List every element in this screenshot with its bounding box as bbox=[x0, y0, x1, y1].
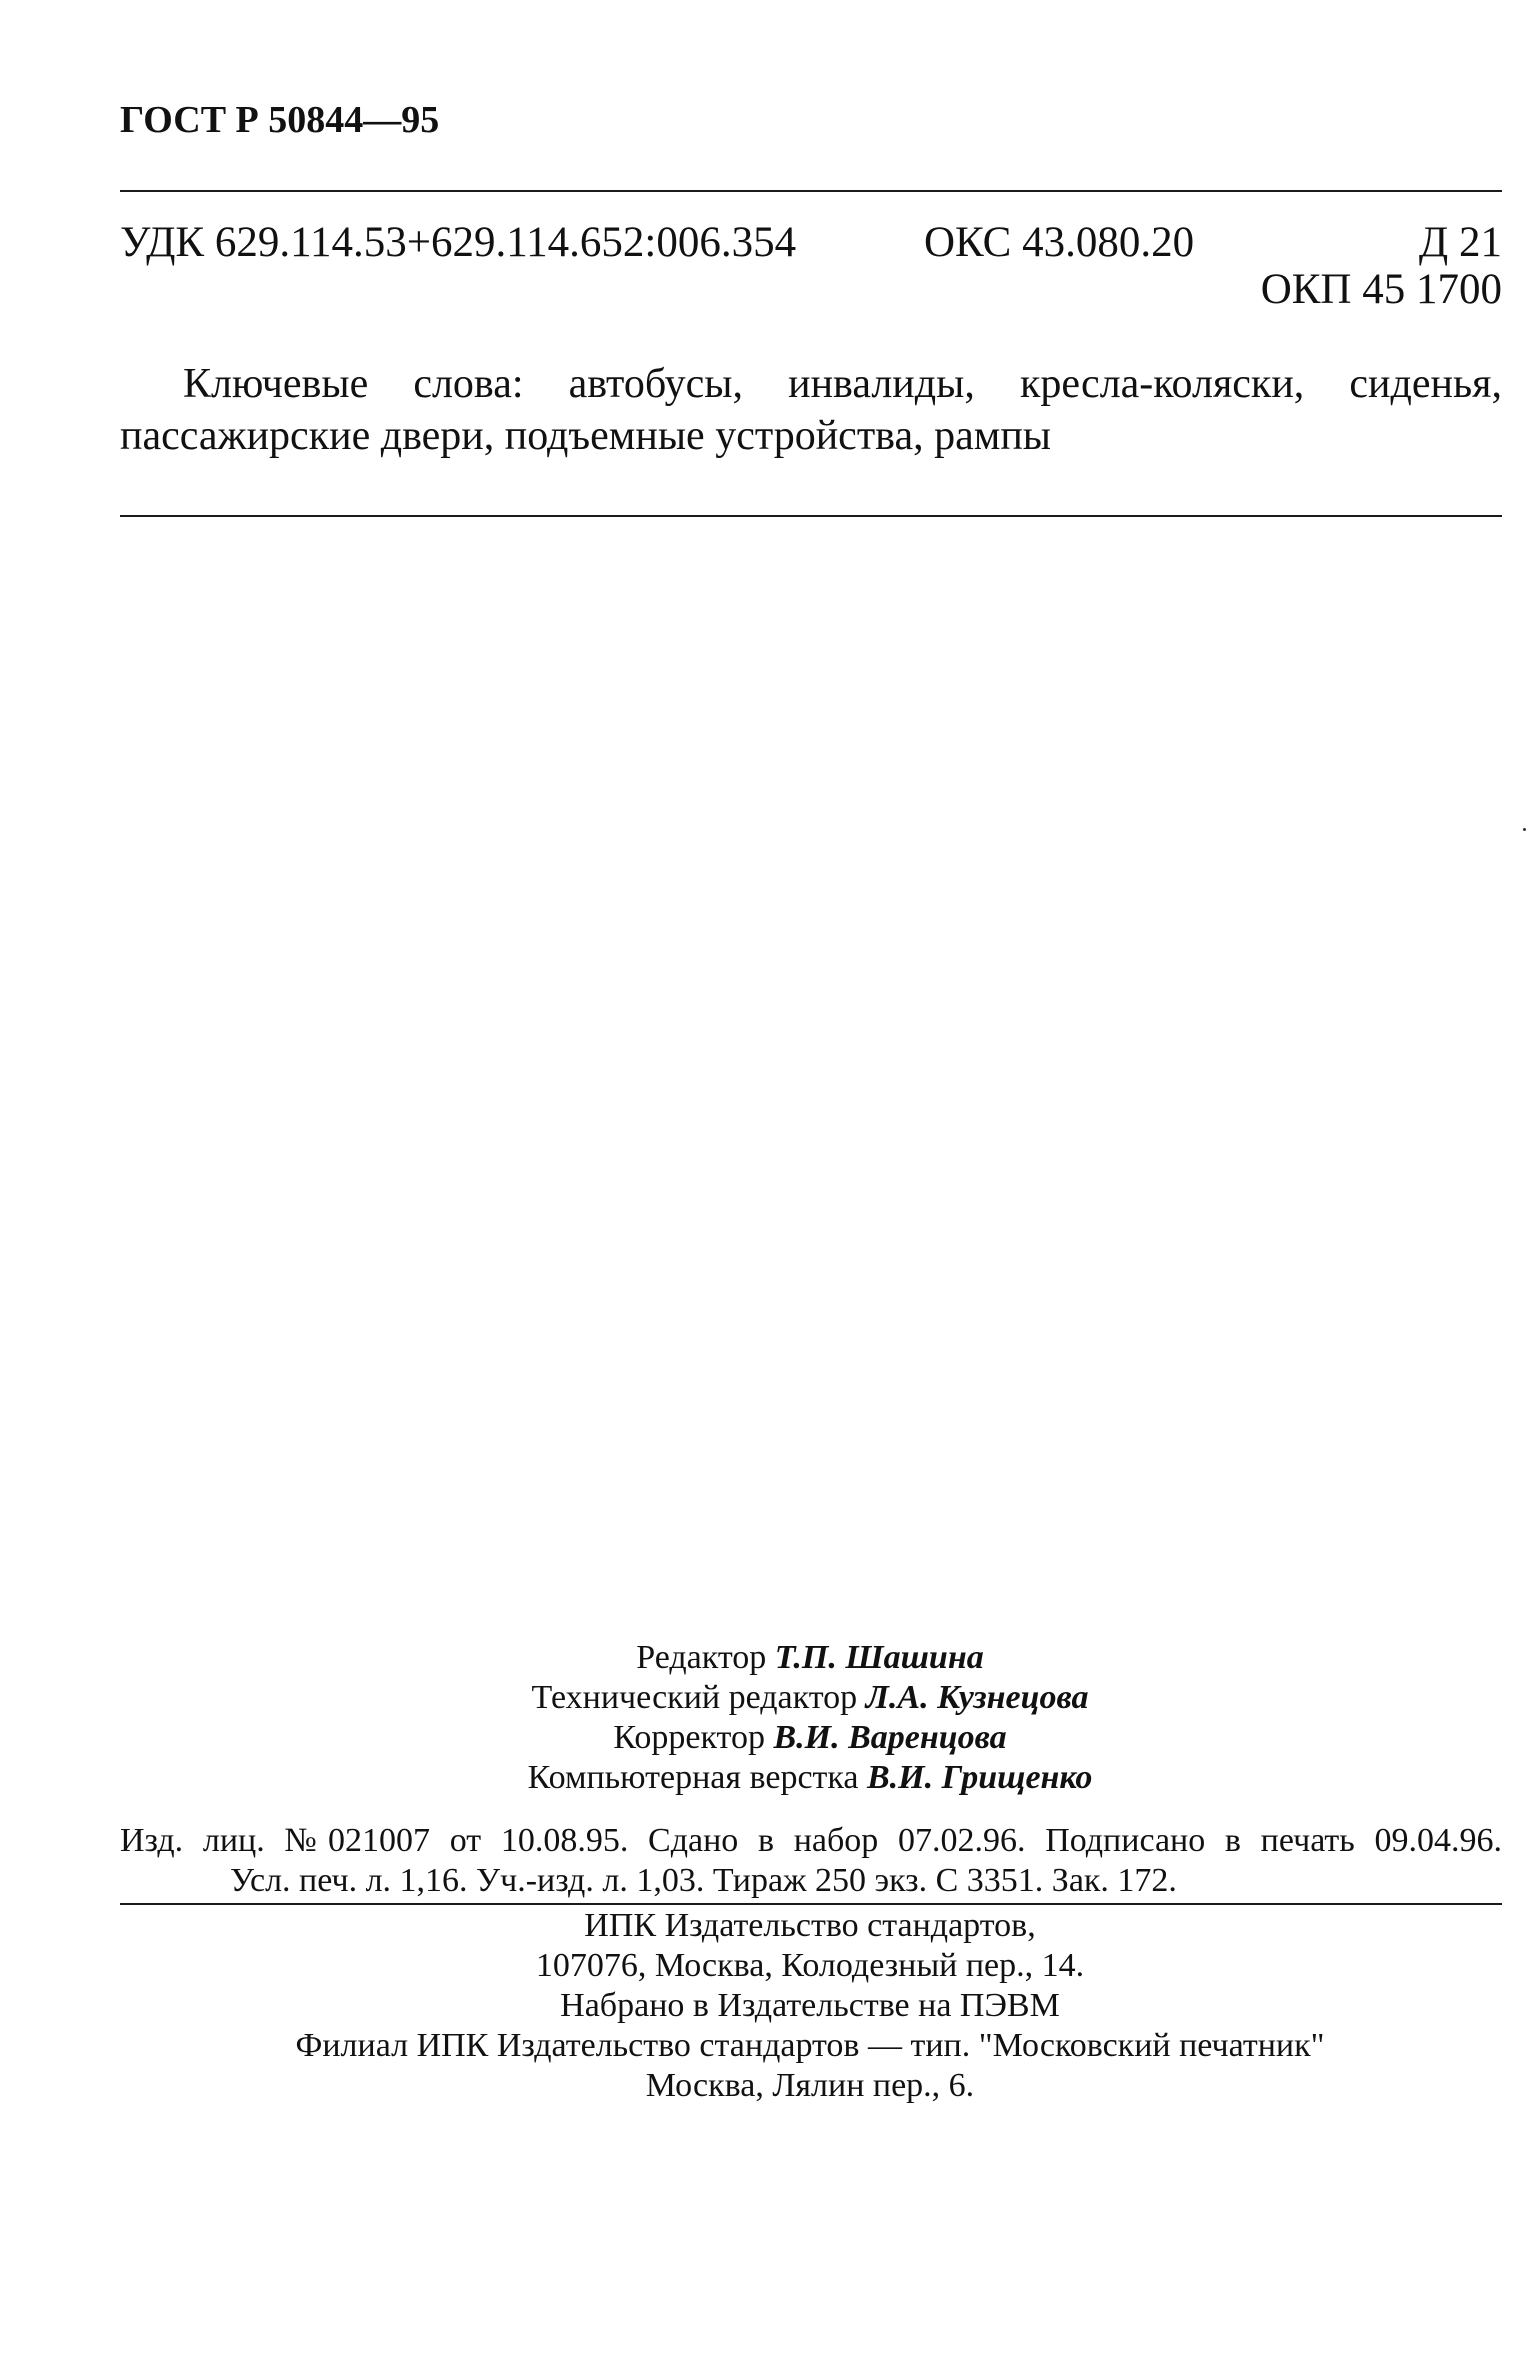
credit-editor-name: Т.П. Шашина bbox=[774, 1639, 984, 1676]
credit-layout-name: В.И. Грищенко bbox=[867, 1759, 1093, 1796]
credit-tech-editor-name: Л.А. Кузнецова bbox=[865, 1679, 1089, 1716]
document-code: ГОСТ Р 50844—95 bbox=[120, 99, 440, 141]
d-code: Д 21 bbox=[1418, 219, 1502, 266]
credit-tech-editor bbox=[360, 1678, 1260, 1718]
udk-code: УДК 629.114.53+629.114.652:006.354 bbox=[120, 219, 797, 266]
publisher-line-1: ИПК Издательство стандартов, bbox=[584, 1907, 1036, 1944]
imprint-line-1: Изд. лиц. №021007 от 10.08.95. Сдано в набор 07.02.96. Подписано в печать 09.04.96. bbox=[120, 1822, 1502, 1859]
keywords-block bbox=[120, 358, 1502, 462]
print-speck bbox=[1523, 828, 1526, 831]
credit-layout bbox=[360, 1758, 1260, 1798]
credit-layout-label: Компьютерная верстка bbox=[527, 1759, 859, 1796]
publisher-line-3: Набрано в Издательстве на ПЭВМ bbox=[560, 1987, 1060, 2024]
credit-editor-label: Редактор bbox=[636, 1639, 767, 1676]
keywords-divider bbox=[120, 515, 1502, 517]
imprint-line-2: Усл. печ. л. 1,16. Уч.-изд. л. 1,03. Тираж 250 экз. С 3351. Зак. 172. bbox=[230, 1862, 1177, 1899]
publisher-line-4: Филиал ИПК Издательство стандартов — тип. "Московский печатник" bbox=[295, 2027, 1325, 2064]
keywords-line-2: пассажирские двери, подъемные устройства, рампы bbox=[120, 413, 1052, 459]
publisher-block bbox=[160, 1906, 1460, 2106]
credit-editor bbox=[360, 1638, 1260, 1678]
credit-proofreader-label: Корректор bbox=[613, 1719, 765, 1756]
okp-code: ОКП 45 1700 bbox=[1260, 266, 1502, 313]
oks-code: ОКС 43.080.20 bbox=[924, 219, 1195, 266]
credit-tech-editor-label: Технический редактор bbox=[531, 1679, 858, 1716]
credit-proofreader bbox=[360, 1718, 1260, 1758]
credit-proofreader-name: В.И. Варенцова bbox=[773, 1719, 1007, 1756]
imprint-divider bbox=[120, 1903, 1502, 1905]
publisher-line-2: 107076, Москва, Колодезный пер., 14. bbox=[535, 1947, 1085, 1984]
credits-block bbox=[360, 1638, 1260, 1798]
keywords-line-1: Ключевые слова: автобусы, инвалиды, кресла-коляски, сиденья, bbox=[183, 361, 1502, 407]
top-divider bbox=[120, 190, 1502, 192]
publisher-line-5: Москва, Лялин пер., 6. bbox=[645, 2067, 975, 2104]
